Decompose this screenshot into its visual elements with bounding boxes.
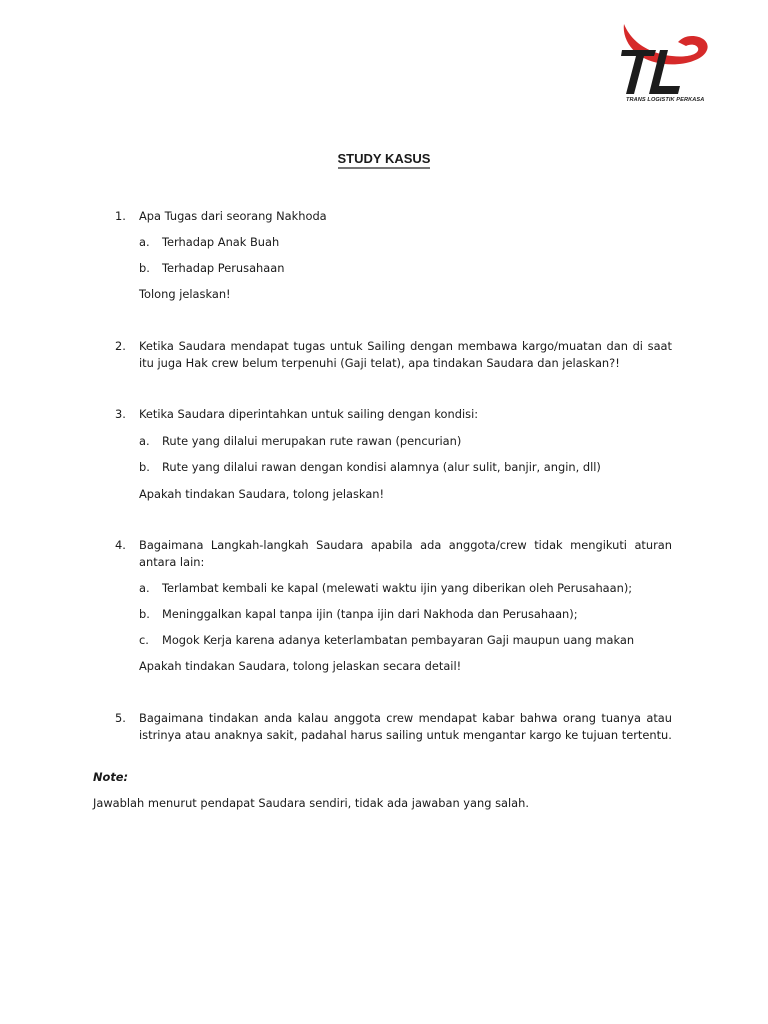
document-title: STUDY KASUS: [0, 151, 768, 169]
question-5-number: 5.: [115, 711, 126, 725]
question-3-number: 3.: [115, 407, 126, 421]
question-4-closing: Apakah tindakan Saudara, tolong jelaskan secara detail!: [139, 659, 462, 673]
company-name: TRANS LOGISTIK PERKASA: [626, 97, 705, 103]
question-1-closing: Tolong jelaskan!: [139, 287, 231, 301]
question-1-text: Apa Tugas dari seorang Nakhoda: [139, 209, 327, 223]
question-4-item-a-letter: a.: [139, 581, 150, 595]
question-1-item-a: Terhadap Anak Buah: [162, 235, 280, 249]
question-2-text: Ketika Saudara mendapat tugas untuk Sailing dengan membawa kargo/muatan dan di saat itu juga Hak crew belum terpenuhi (Gaji telat), apa tindakan Saudara dan jelaskan?!: [139, 339, 672, 370]
question-4-number: 4.: [115, 538, 126, 552]
question-4-text: Bagaimana Langkah-langkah Saudara apabila ada anggota/crew tidak mengikuti aturan antara lain:: [139, 538, 672, 569]
note-text: Jawablah menurut pendapat Saudara sendiri, tidak ada jawaban yang salah.: [93, 796, 529, 810]
question-3-item-b-letter: b.: [139, 460, 150, 474]
question-2-number: 2.: [115, 339, 126, 353]
question-5-text: Bagaimana tindakan anda kalau anggota crew mendapat kabar bahwa orang tuanya atau istrinya atau anaknya sakit, padahal harus sailing untuk mengantar kargo ke tujuan tertentu.: [139, 711, 672, 742]
question-1-item-a-letter: a.: [139, 235, 150, 249]
question-3-text: Ketika Saudara diperintahkan untuk sailing dengan kondisi:: [139, 407, 479, 421]
question-4-item-c: Mogok Kerja karena adanya keterlambatan pembayaran Gaji maupun uang makan: [162, 633, 635, 647]
question-1-item-b: Terhadap Perusahaan: [162, 261, 285, 275]
question-4-item-b: Meninggalkan kapal tanpa ijin (tanpa ijin dari Nakhoda dan Perusahaan);: [162, 607, 578, 621]
question-1-number: 1.: [115, 209, 126, 223]
question-3-item-a-letter: a.: [139, 434, 150, 448]
question-4-item-a: Terlambat kembali ke kapal (melewati waktu ijin yang diberikan oleh Perusahaan);: [162, 581, 633, 595]
company-logo: [616, 22, 712, 110]
note-label: Note:: [93, 770, 129, 784]
tl-logo-icon: [616, 22, 712, 102]
question-3-closing: Apakah tindakan Saudara, tolong jelaskan!: [139, 487, 385, 501]
question-3-item-a: Rute yang dilalui merupakan rute rawan (pencurian): [162, 434, 462, 448]
question-3-item-b: Rute yang dilalui rawan dengan kondisi alamnya (alur sulit, banjir, angin, dll): [162, 460, 601, 474]
question-4-item-b-letter: b.: [139, 607, 150, 621]
question-1-item-b-letter: b.: [139, 261, 150, 275]
question-4-item-c-letter: c.: [139, 633, 149, 647]
